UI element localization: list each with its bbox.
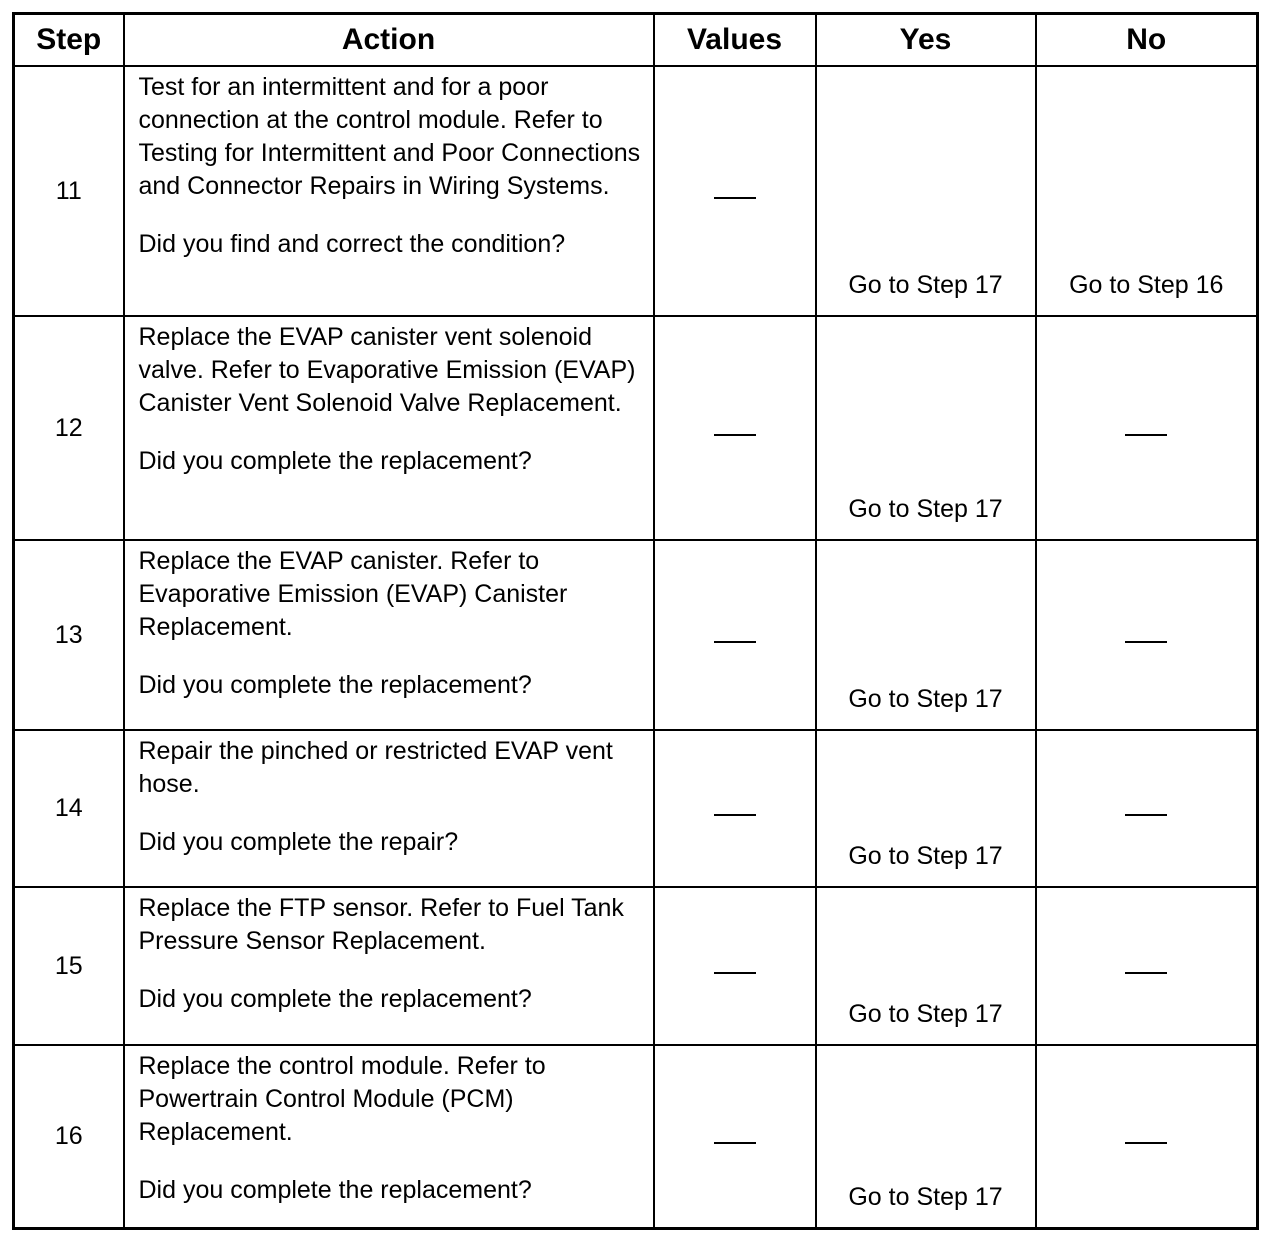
table-row: [14, 66, 1258, 316]
table-row: [14, 316, 1258, 540]
header-action: Action: [124, 14, 654, 67]
action-cell: [124, 540, 654, 730]
action-cell: [124, 1045, 654, 1228]
table-row: [14, 730, 1258, 887]
no-dash: [1125, 641, 1167, 643]
yes-cell: Go to Step 17: [816, 887, 1036, 1045]
values-cell: [654, 887, 816, 1045]
question-text: Did you complete the replacement?: [138, 447, 532, 475]
step-number: 11: [14, 66, 124, 316]
no-dash: [1125, 814, 1167, 816]
table-row: [14, 887, 1258, 1045]
values-cell: [654, 730, 816, 887]
values-dash: [714, 1142, 756, 1144]
action-cell: [124, 316, 654, 540]
no-cell: [1036, 540, 1258, 730]
no-cell: Go to Step 16: [1036, 66, 1258, 316]
question-text: Did you complete the replacement?: [138, 1176, 532, 1204]
yes-cell: Go to Step 17: [816, 730, 1036, 887]
values-cell: [654, 66, 816, 316]
action-text: Repair the pinched or restricted EVAP vent hose.: [138, 737, 613, 798]
step-number: 16: [14, 1045, 124, 1228]
action-text: Replace the FTP sensor. Refer to Fuel Tank Pressure Sensor Replacement.: [138, 894, 624, 955]
values-dash: [714, 434, 756, 436]
action-text: Replace the EVAP canister. Refer to Evaporative Emission (EVAP) Canister Replacement.: [138, 547, 568, 641]
yes-cell: Go to Step 17: [816, 1045, 1036, 1228]
yes-cell: Go to Step 17: [816, 540, 1036, 730]
question-text: Did you complete the repair?: [138, 828, 459, 856]
diagnostic-table: [12, 12, 1259, 1230]
header-yes: Yes: [816, 14, 1036, 67]
step-number: 12: [14, 316, 124, 540]
values-cell: [654, 1045, 816, 1228]
table-row: [14, 1045, 1258, 1228]
header-row: [14, 14, 1258, 67]
header-no: No: [1036, 14, 1258, 67]
step-number: 15: [14, 887, 124, 1045]
action-text: Replace the control module. Refer to Powertrain Control Module (PCM) Replacement.: [138, 1052, 546, 1146]
header-step: Step: [14, 14, 124, 67]
step-number: 13: [14, 540, 124, 730]
values-cell: [654, 316, 816, 540]
action-cell: [124, 730, 654, 887]
values-dash: [714, 972, 756, 974]
no-cell: [1036, 887, 1258, 1045]
question-text: Did you complete the replacement?: [138, 671, 532, 699]
action-text: Replace the EVAP canister vent solenoid valve. Refer to Evaporative Emission (EVAP) Canister Vent Solenoid Valve Replacement.: [138, 323, 636, 417]
values-dash: [714, 641, 756, 643]
action-text: Test for an intermittent and for a poor connection at the control module. Refer to Testing for Intermittent and Poor Connections and Connector Repairs in Wiring Systems.: [138, 73, 641, 200]
values-dash: [714, 814, 756, 816]
no-dash: [1125, 1142, 1167, 1144]
no-dash: [1125, 434, 1167, 436]
question-text: Did you complete the replacement?: [138, 985, 532, 1013]
no-cell: [1036, 316, 1258, 540]
yes-cell: Go to Step 17: [816, 316, 1036, 540]
header-values: Values: [654, 14, 816, 67]
no-cell: [1036, 1045, 1258, 1228]
values-cell: [654, 540, 816, 730]
action-cell: [124, 66, 654, 316]
yes-cell: Go to Step 17: [816, 66, 1036, 316]
no-dash: [1125, 972, 1167, 974]
table-row: [14, 540, 1258, 730]
step-number: 14: [14, 730, 124, 887]
no-cell: [1036, 730, 1258, 887]
values-dash: [714, 197, 756, 199]
question-text: Did you find and correct the condition?: [138, 230, 566, 258]
action-cell: [124, 887, 654, 1045]
